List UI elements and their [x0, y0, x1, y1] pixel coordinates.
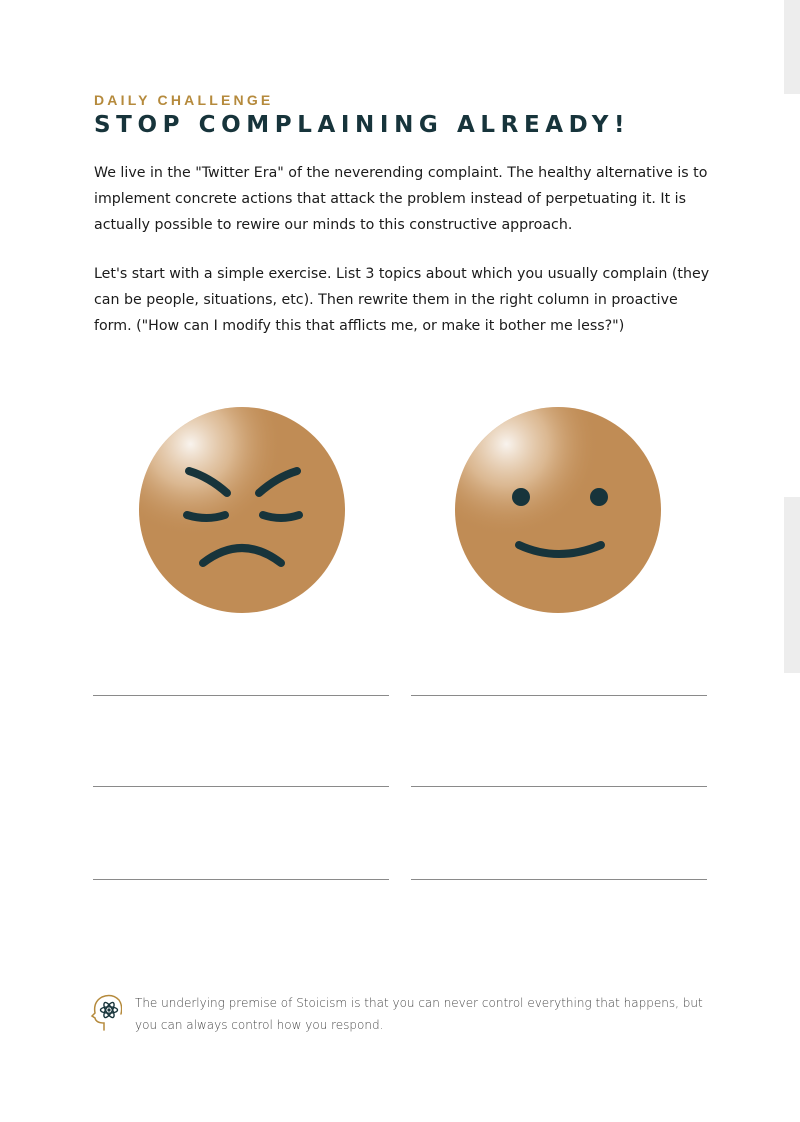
proactive-line-2[interactable] [411, 786, 707, 787]
angry-face-icon [137, 405, 347, 615]
complaint-line-2[interactable] [93, 786, 389, 787]
intro-paragraph: We live in the "Twitter Era" of the neverending complaint. The healthy alternative is to implement concrete actions that attack the problem instead of perpetuating it. It is actually possible to rewire our minds to this constructive approach. [94, 165, 708, 233]
complaint-line-3[interactable] [93, 879, 389, 880]
proactive-line-1[interactable] [411, 695, 707, 696]
mind-atom-icon [90, 992, 122, 1032]
section-kicker: DAILY CHALLENGE [94, 92, 274, 108]
scrollbar-thumb[interactable] [784, 497, 800, 673]
exercise-paragraph: Let's start with a simple exercise. List 3 topics about which you usually complain (they can be people, situations, etc). Then rewrite them in the right column in proactive form. ("How can I modify this that afflicts me, or make it bother me less?") [94, 266, 710, 334]
scrollbar-track-top[interactable] [784, 0, 800, 94]
stoicism-quote: The underlying premise of Stoicism is that you can never control everything that happens, but you can always control how you respond. [135, 996, 703, 1032]
complaint-line-1[interactable] [93, 695, 389, 696]
proactive-line-3[interactable] [411, 879, 707, 880]
page-title: STOP COMPLAINING ALREADY! [94, 112, 631, 138]
smiling-face-icon [453, 405, 663, 615]
